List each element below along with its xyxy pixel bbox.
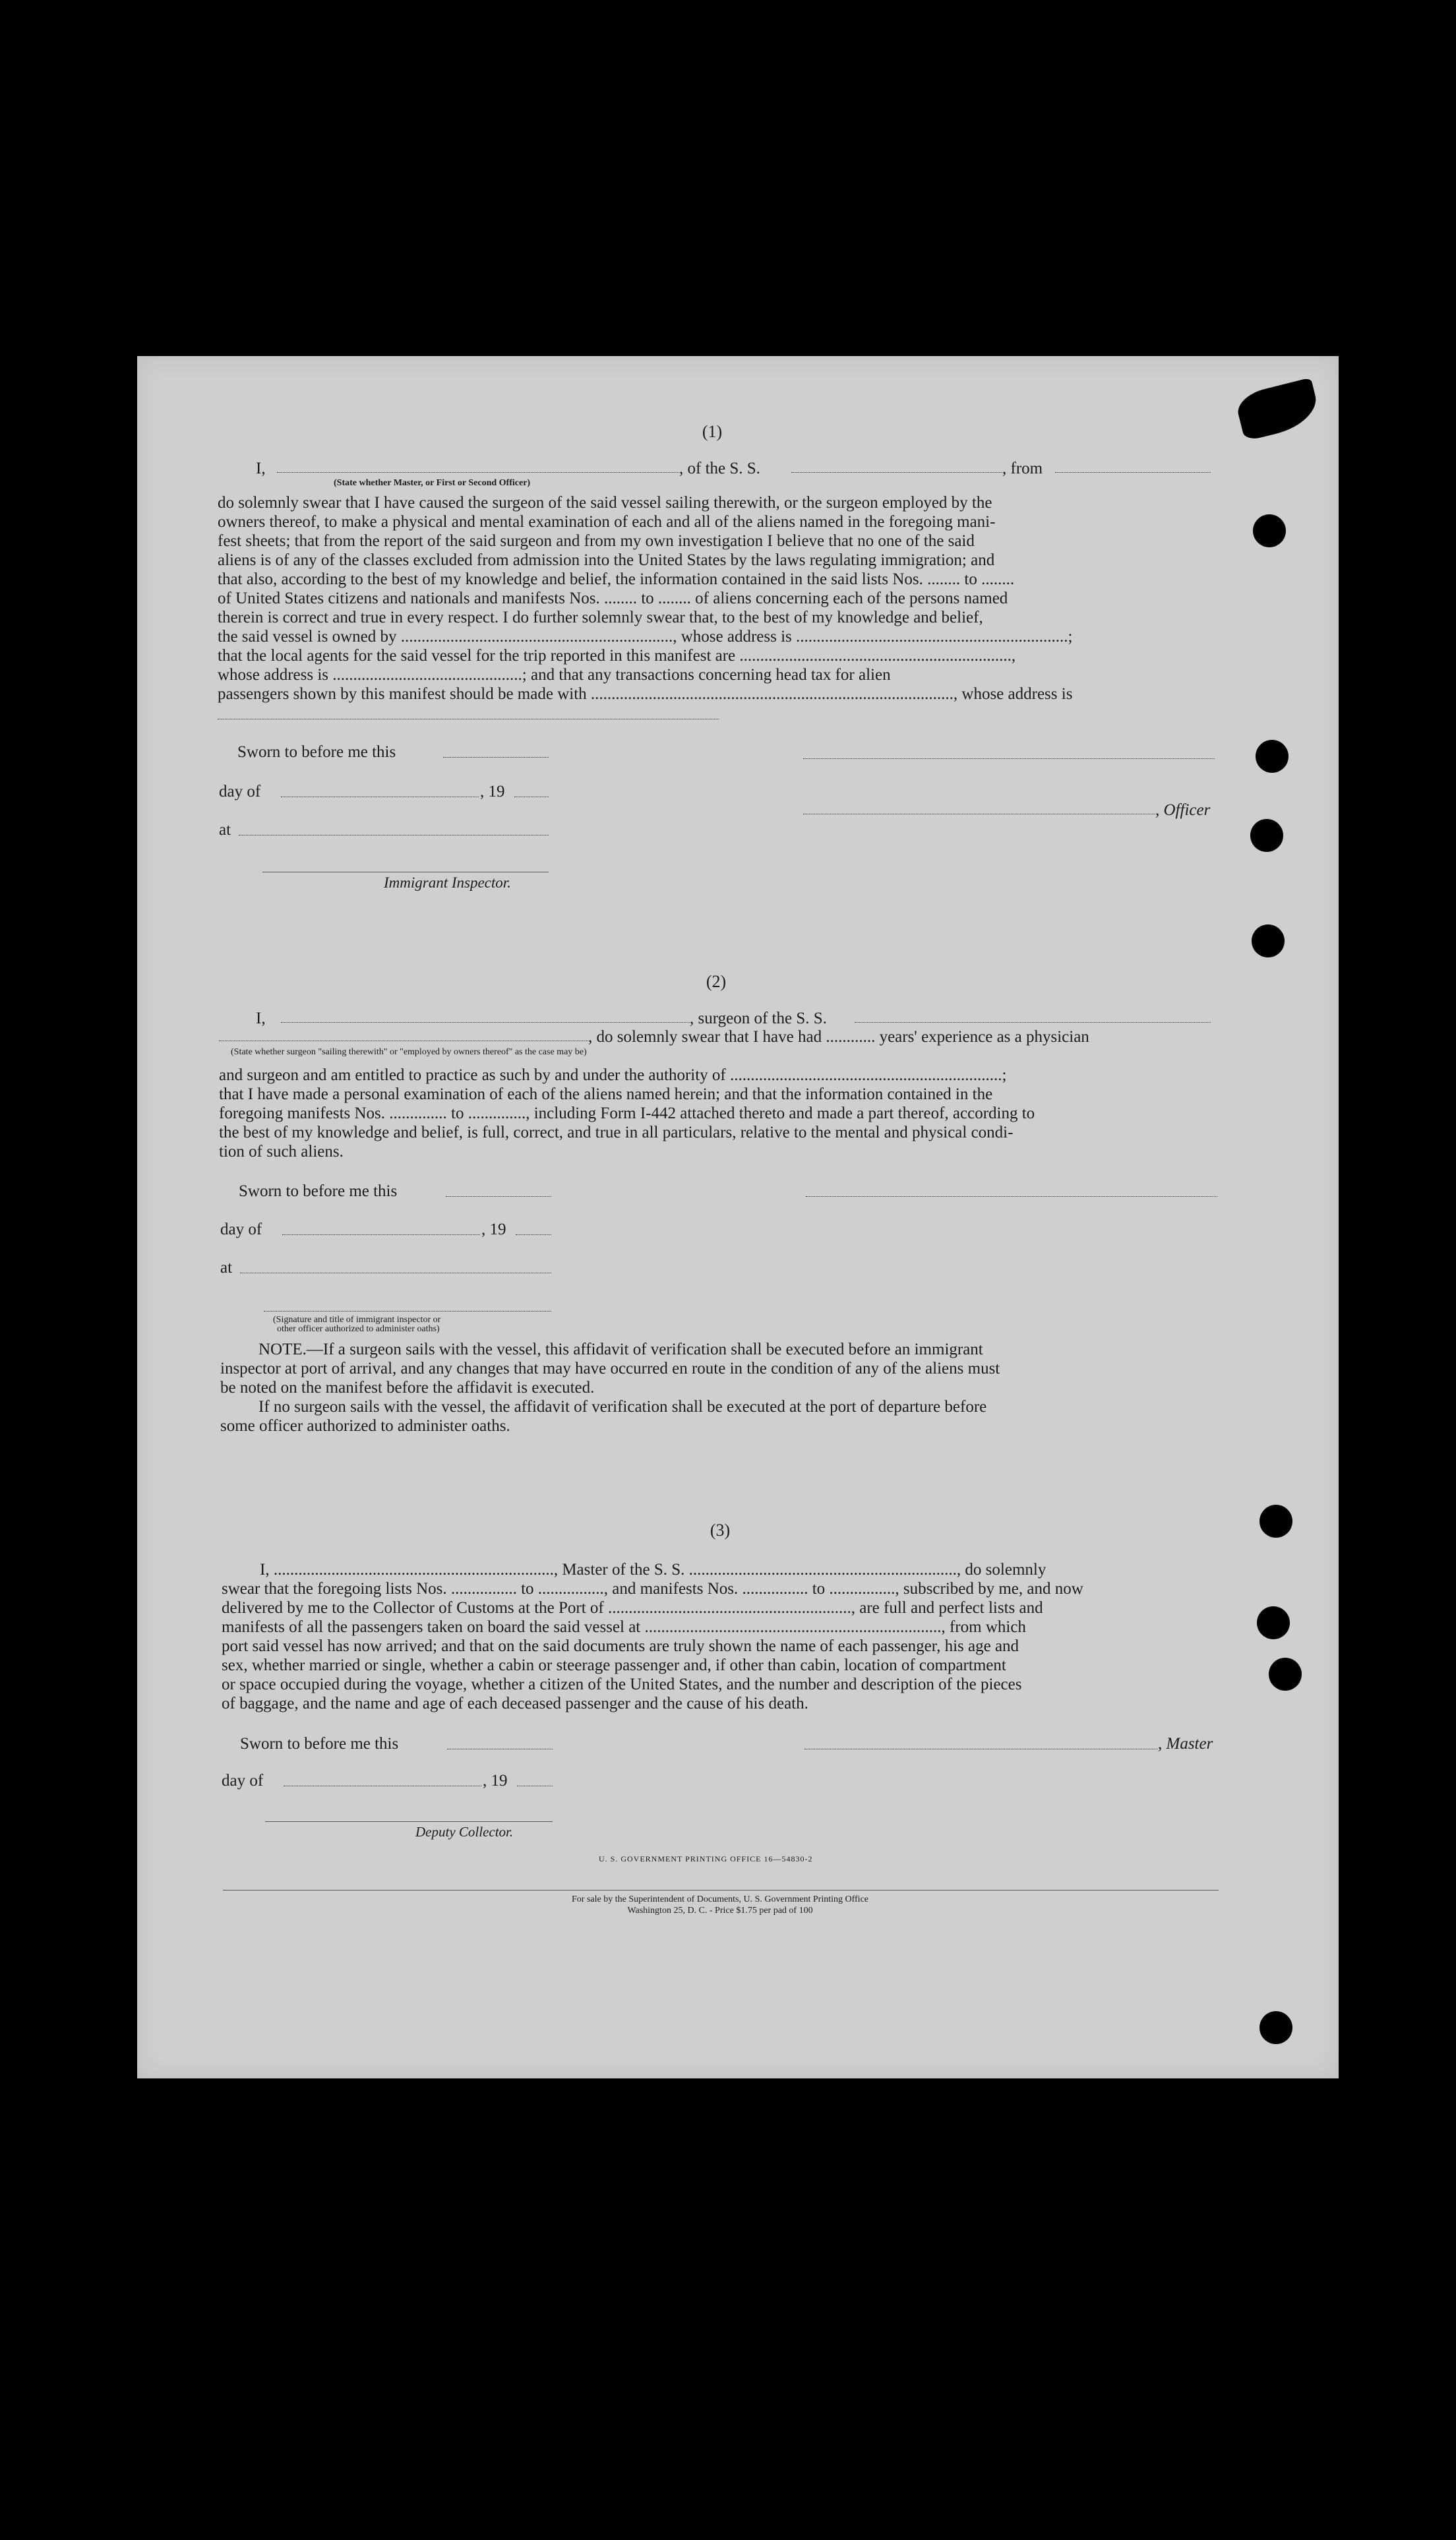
master-label: , Master <box>1158 1735 1213 1753</box>
section-3-text <box>222 1560 1221 1713</box>
section-3-line: port said vessel has now arrived; and that on the said documents are truly shown the name of each passenger, his age and <box>222 1637 1019 1655</box>
section-3-line: manifests of all the passengers taken on board the said vessel at ........................................................................, from which <box>222 1618 1026 1636</box>
note-line: If no surgeon sails with the vessel, the affidavit of verification shall be executed at the port of departure before <box>258 1398 987 1416</box>
surgeon-name-field[interactable] <box>281 1022 690 1023</box>
section-2-text <box>219 1066 1218 1161</box>
binder-hole <box>1252 924 1285 957</box>
section-1-line: passengers shown by this manifest should be made with ........................................................................................, whose address is <box>218 685 1073 703</box>
at-label: at <box>219 821 231 839</box>
section-2-surgeon-label: , surgeon of the S. S. <box>690 1010 827 1027</box>
officer-label: , Officer <box>1155 801 1211 819</box>
binder-hole <box>1259 1505 1292 1538</box>
section-1-line: of United States citizens and nationals and manifests Nos. ........ to ........ of aliens concerning each of the persons named <box>218 590 1008 607</box>
section-1-line: fest sheets; that from the report of the said surgeon and from my own investigation I believe that no one of the said <box>218 532 975 550</box>
section-2-line: the best of my knowledge and belief, is full, correct, and true in all particulars, relative to the mental and physical condi- <box>219 1124 1014 1141</box>
signature-caption: other officer authorized to administer oaths) <box>277 1324 440 1334</box>
section-3-line: I, ...................................................................., Master of the S. S. ................................................................., do solemnly <box>260 1561 1046 1579</box>
day-of-label: day of <box>219 783 261 801</box>
from-port-field[interactable] <box>1055 472 1211 473</box>
surgeon-vessel-field[interactable] <box>855 1022 1211 1023</box>
year-label: , 19 <box>483 1772 508 1790</box>
day-of-label: day of <box>220 1221 262 1238</box>
section-1-ss-label: , of the S. S. <box>679 460 760 477</box>
note-line: some officer authorized to administer oaths. <box>220 1417 510 1435</box>
section-2-line: tion of such aliens. <box>219 1143 344 1161</box>
section-1-intro-i: I, <box>256 460 266 477</box>
binder-hole <box>1257 1606 1290 1639</box>
binder-hole <box>1256 740 1289 773</box>
section-1-text <box>218 493 1217 704</box>
section-2-line: foregoing manifests Nos. .............. to .............., including Form I-442 attached thereto and made a part thereof, according to <box>219 1104 1035 1122</box>
section-3-line: swear that the foregoing lists Nos. ................ to ................, and manifests Nos. ................ to ................, subscribed by me, and now <box>222 1580 1083 1598</box>
collector-signature-line[interactable] <box>265 1821 553 1822</box>
sworn-date-field[interactable] <box>446 1196 551 1197</box>
section-3-number: (3) <box>710 1521 731 1540</box>
note-text <box>220 1340 1219 1436</box>
binder-hole <box>1250 819 1283 852</box>
year-label: , 19 <box>480 783 505 801</box>
sworn-label: Sworn to before me this <box>237 743 396 761</box>
binder-hole <box>1253 514 1286 547</box>
sworn-label: Sworn to before me this <box>239 1182 398 1200</box>
section-1-line: the said vessel is owned by .................................................................., whose address is ..................................................................; <box>218 628 1073 646</box>
officer-signature-field[interactable] <box>264 1311 551 1312</box>
section-3-line: or space occupied during the voyage, whether a citizen of the United States, and the number and description of the pieces <box>222 1676 1022 1693</box>
vessel-name-field[interactable] <box>791 472 1002 473</box>
section-1-line: therein is correct and true in every respect. I do further solemnly swear that, to the best of my knowledge and belief, <box>218 609 983 626</box>
signature-caption: (Signature and title of immigrant inspector or <box>273 1315 441 1325</box>
sworn-date-field[interactable] <box>443 757 549 758</box>
section-1-line: do solemnly swear that I have caused the surgeon of the said vessel sailing therewith, or the surgeon employed by the <box>218 494 992 512</box>
printing-office-line: U. S. GOVERNMENT PRINTING OFFICE 16—54830-2 <box>599 1854 813 1863</box>
section-1-number: (1) <box>702 422 723 441</box>
sworn-label: Sworn to before me this <box>240 1735 399 1753</box>
section-1-line: owners thereof, to make a physical and mental examination of each and all of the aliens named in the foregoing mani- <box>218 513 996 531</box>
surgeon-signature-field[interactable] <box>806 1196 1217 1197</box>
binder-hole <box>1269 1658 1302 1691</box>
binder-hole <box>1259 2011 1292 2044</box>
section-2-number: (2) <box>706 972 727 991</box>
surgeon-caption: (State whether surgeon "sailing therewith" or "employed by owners thereof" as the case may be) <box>231 1047 587 1057</box>
collector-label: Deputy Collector. <box>415 1824 514 1840</box>
section-3-line: sex, whether married or single, whether a cabin or steerage passenger and, if other than cabin, location of compartment <box>222 1656 1006 1674</box>
section-1-line: whose address is ..............................................; and that any transactions concerning head tax for alien <box>218 666 891 684</box>
inspector-label: Immigrant Inspector. <box>384 874 511 891</box>
section-2-swear-line: , do solemnly swear that I have had ............ years' experience as a physician <box>588 1028 1089 1046</box>
section-3-line: of baggage, and the name and age of each deceased passenger and the cause of his death. <box>222 1695 808 1712</box>
note-line: be noted on the manifest before the affidavit is executed. <box>220 1379 595 1397</box>
at-label: at <box>220 1259 233 1277</box>
year-label: , 19 <box>481 1221 506 1238</box>
day-of-field[interactable] <box>282 1234 480 1235</box>
section-2-intro-i: I, <box>256 1010 266 1027</box>
section-2-line: and surgeon and am entitled to practice as such by and under the authority of ..................................................................; <box>219 1066 1007 1084</box>
section-3-line: delivered by me to the Collector of Customs at the Port of ..........................................................., are full and perfect lists and <box>222 1599 1043 1617</box>
sale-notice <box>522 1894 918 1916</box>
sale-notice-line: Washington 25, D. C. - Price $1.75 per pad of 100 <box>627 1906 813 1916</box>
section-2-line: that I have made a personal examination of each of the aliens named herein; and that the information contained in the <box>219 1085 993 1103</box>
signature-field[interactable] <box>803 758 1215 759</box>
section-1-line: that the local agents for the said vessel for the trip reported in this manifest are .................................................................., <box>218 647 1016 665</box>
section-1-line: aliens is of any of the classes excluded from admission into the United States by the laws regulating immigration; and <box>218 551 995 569</box>
officer-caption: (State whether Master, or First or Second Officer) <box>334 478 531 488</box>
section-1-from-label: , from <box>1002 460 1043 477</box>
sale-notice-line: For sale by the Superintendent of Documents, U. S. Government Printing Office <box>572 1894 868 1904</box>
note-line: NOTE.—If a surgeon sails with the vessel, this affidavit of verification shall be executed before an immigrant <box>258 1341 983 1358</box>
note-line: inspector at port of arrival, and any changes that may have occurred en route in the condition of any of the aliens must <box>220 1360 1000 1377</box>
year-field[interactable] <box>516 1234 551 1235</box>
section-1-line: that also, according to the best of my knowledge and belief, the information contained in the said lists Nos. ........ to ........ <box>218 570 1015 588</box>
officer-name-field[interactable] <box>277 472 679 473</box>
day-of-label: day of <box>222 1772 264 1790</box>
